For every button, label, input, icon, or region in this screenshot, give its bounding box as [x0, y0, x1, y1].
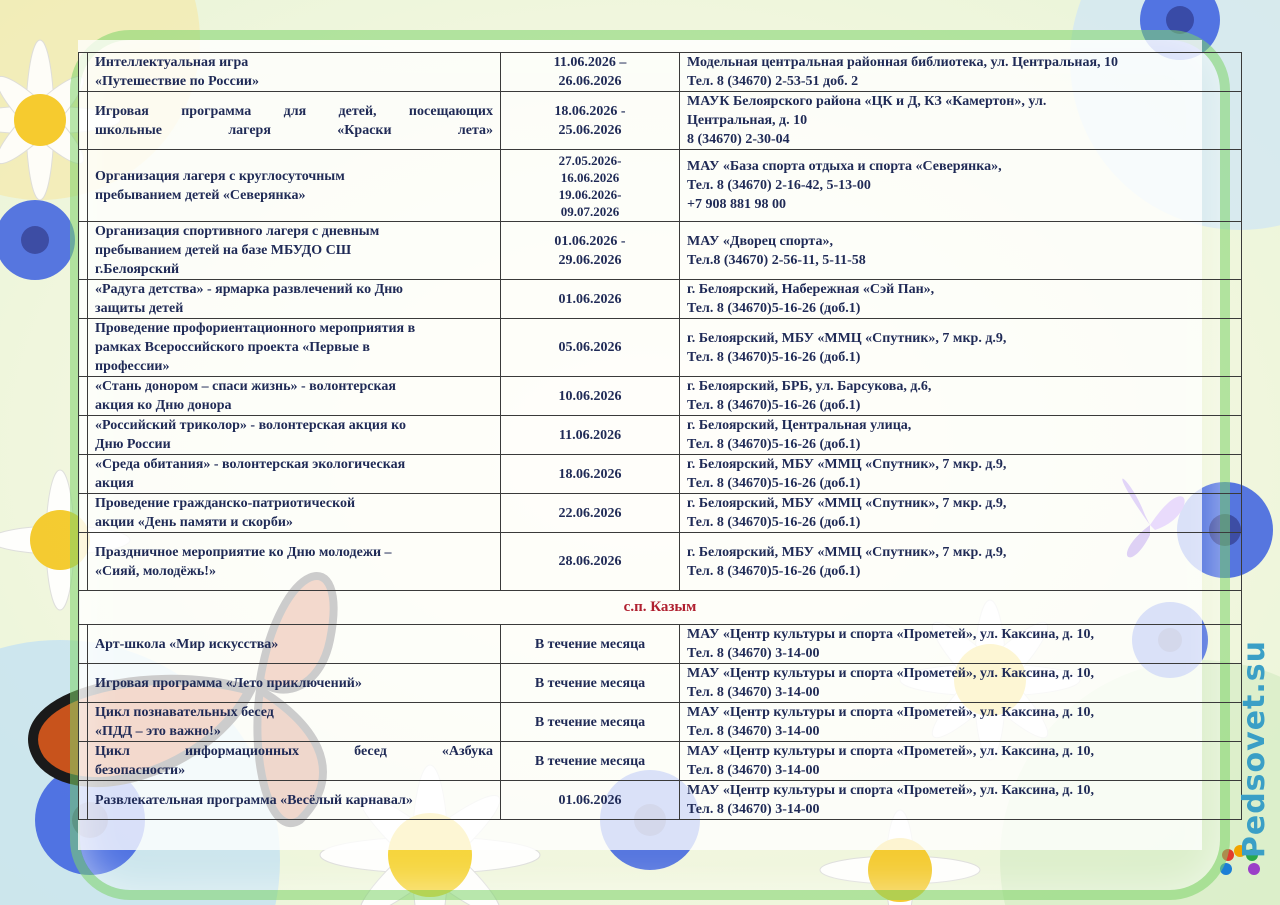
place-cell — [680, 494, 1242, 533]
place-cell — [680, 455, 1242, 494]
cell-line: Модельная центральная районная библиотека, ул. Центральная, 10 — [687, 55, 1119, 70]
cell-line: г. Белоярский, Набережная «Сэй Пан», — [687, 282, 935, 297]
table-row — [79, 377, 1242, 416]
event-cell — [88, 781, 501, 820]
cell-line: Центральная, д. 10 — [687, 113, 808, 128]
event-cell — [88, 150, 501, 222]
cell-line: 18.06.2026 - — [554, 103, 626, 119]
section-title: с.п. Казым — [79, 591, 1242, 625]
date-cell — [501, 742, 680, 781]
table-row — [79, 781, 1242, 820]
event-cell — [88, 533, 501, 591]
cell-line: 09.07.2026 — [560, 203, 620, 219]
date-cell — [501, 494, 680, 533]
cell-line: 27.05.2026- — [558, 152, 622, 168]
cell-line: рамках Всероссийского проекта «Первые в — [95, 340, 370, 355]
table-row — [79, 625, 1242, 664]
date-cell — [501, 703, 680, 742]
row-marker-cell — [79, 781, 88, 820]
cell-line: Проведение гражданско-патриотической — [95, 496, 356, 511]
section-row — [79, 591, 1242, 625]
cell-line: +7 908 881 98 00 — [687, 197, 786, 212]
cell-line: Цикл информационных бесед «Азбука — [95, 744, 493, 759]
table-row — [79, 703, 1242, 742]
table-row — [79, 222, 1242, 280]
row-marker-cell — [79, 533, 88, 591]
cell-line: Тел. 8 (34670) 3-14-00 — [687, 802, 820, 817]
table-row — [79, 319, 1242, 377]
cell-line: безопасности» — [95, 763, 186, 778]
cell-line: Дню России — [95, 437, 171, 452]
cell-line: Праздничное мероприятие ко Дню молодежи – — [95, 544, 392, 560]
cell-line: Тел. 8 (34670)5-16-26 (доб.1) — [687, 349, 861, 365]
date-cell — [501, 455, 680, 494]
date-cell — [501, 319, 680, 377]
cell-line: Интеллектуальная игра — [95, 55, 249, 70]
event-cell — [88, 494, 501, 533]
cell-line: «Среда обитания» - волонтерская экологическая — [95, 457, 406, 472]
cell-line: г. Белоярский, БРБ, ул. Барсукова, д.6, — [687, 379, 932, 394]
cell-line: МАУ «Центр культуры и спорта «Прометей», ул. Каксина, д. 10, — [687, 744, 1094, 759]
cell-line: МАУК Белоярского района «ЦК и Д, КЗ «Камертон», ул. — [687, 94, 1047, 109]
cell-line: школьные лагеря «Краски лета» — [95, 122, 493, 138]
event-cell — [88, 455, 501, 494]
cell-line: Тел. 8 (34670) 3-14-00 — [687, 646, 820, 661]
event-cell — [88, 377, 501, 416]
cell-line: В течение месяца — [534, 675, 646, 691]
event-cell — [88, 625, 501, 664]
row-marker-cell — [79, 280, 88, 319]
date-cell — [501, 377, 680, 416]
place-cell — [680, 53, 1242, 92]
cell-line: 19.06.2026- — [558, 186, 622, 202]
cell-line: Тел. 8 (34670)5-16-26 (доб.1) — [687, 437, 861, 452]
cell-line: МАУ «Центр культуры и спорта «Прометей», ул. Каксина, д. 10, — [687, 666, 1094, 681]
event-cell — [88, 53, 501, 92]
cell-line: акции «День памяти и скорби» — [95, 515, 293, 530]
cell-line: Тел. 8 (34670) 3-14-00 — [687, 685, 820, 700]
cell-line: Тел.8 (34670) 2-56-11, 5-11-58 — [687, 252, 866, 268]
place-cell — [680, 781, 1242, 820]
cell-line: 29.06.2026 — [558, 252, 622, 268]
table-row — [79, 53, 1242, 92]
cell-line: МАУ «Центр культуры и спорта «Прометей», ул. Каксина, д. 10, — [687, 783, 1094, 798]
place-cell — [680, 377, 1242, 416]
cell-line: 11.06.2026 – — [553, 55, 627, 70]
place-cell — [680, 416, 1242, 455]
date-cell — [501, 92, 680, 150]
row-marker-cell — [79, 319, 88, 377]
date-cell — [501, 533, 680, 591]
cell-line: МАУ «Дворец спорта», — [687, 233, 833, 249]
row-marker-cell — [79, 150, 88, 222]
table-row — [79, 494, 1242, 533]
cell-line: 18.06.2026 — [558, 466, 622, 482]
place-cell — [680, 742, 1242, 781]
cell-line: В течение месяца — [534, 636, 646, 652]
row-marker-cell — [79, 53, 88, 92]
date-cell — [501, 280, 680, 319]
table-row — [79, 742, 1242, 781]
cell-line: 01.06.2026 — [558, 792, 622, 808]
table-row — [79, 533, 1242, 591]
row-marker-cell — [79, 222, 88, 280]
cell-line: Развлекательная программа «Весёлый карнавал» — [95, 792, 413, 808]
row-marker-cell — [79, 703, 88, 742]
cell-line: МАУ «Центр культуры и спорта «Прометей», ул. Каксина, д. 10, — [687, 705, 1094, 720]
cell-line: 11.06.2026 — [558, 427, 622, 443]
cell-line: В течение месяца — [534, 714, 646, 730]
cell-line: Тел. 8 (34670)5-16-26 (доб.1) — [687, 398, 861, 413]
row-marker-cell — [79, 416, 88, 455]
date-cell — [501, 416, 680, 455]
cell-line: Организация спортивного лагеря с дневным — [95, 224, 380, 239]
event-cell — [88, 664, 501, 703]
cell-line: Тел. 8 (34670)5-16-26 (доб.1) — [687, 515, 861, 530]
cell-line: Арт-школа «Мир искусства» — [95, 636, 279, 652]
cell-line: Тел. 8 (34670)5-16-26 (доб.1) — [687, 563, 861, 579]
cell-line: г. Белоярский, МБУ «ММЦ «Спутник», 7 мкр. д.9, — [687, 496, 1007, 511]
date-cell — [501, 625, 680, 664]
cell-line: Организация лагеря с круглосуточным — [95, 168, 345, 184]
event-cell — [88, 92, 501, 150]
row-marker-cell — [79, 664, 88, 703]
cell-line: Тел. 8 (34670)5-16-26 (доб.1) — [687, 301, 861, 316]
watermark: Pedsovet.su — [1237, 640, 1272, 859]
cell-line: 16.06.2026 — [560, 169, 620, 185]
cell-line: 25.06.2026 — [558, 122, 622, 138]
event-cell — [88, 319, 501, 377]
cell-line: г. Белоярский, МБУ «ММЦ «Спутник», 7 мкр. д.9, — [687, 457, 1007, 472]
row-marker-cell — [79, 92, 88, 150]
cell-line: г. Белоярский, Центральная улица, — [687, 418, 912, 433]
event-cell — [88, 222, 501, 280]
cell-line: 10.06.2026 — [558, 388, 622, 404]
date-cell — [501, 150, 680, 222]
cell-line: защиты детей — [95, 301, 184, 316]
cell-line: г. Белоярский, МБУ «ММЦ «Спутник», 7 мкр. д.9, — [687, 544, 1007, 560]
cell-line: В течение месяца — [534, 753, 646, 769]
cell-line: 28.06.2026 — [558, 554, 622, 569]
place-cell — [680, 150, 1242, 222]
cell-line: г. Белоярский, МБУ «ММЦ «Спутник», 7 мкр. д.9, — [687, 330, 1007, 346]
row-marker-cell — [79, 377, 88, 416]
cell-line: Тел. 8 (34670) 3-14-00 — [687, 763, 820, 778]
place-cell — [680, 280, 1242, 319]
cell-line: г.Белоярский — [95, 262, 180, 277]
row-marker-cell — [79, 742, 88, 781]
table-row — [79, 664, 1242, 703]
event-cell — [88, 280, 501, 319]
table-row — [79, 455, 1242, 494]
table-row — [79, 416, 1242, 455]
place-cell — [680, 319, 1242, 377]
cell-line: 26.06.2026 — [558, 74, 622, 89]
table-row — [79, 92, 1242, 150]
place-cell — [680, 533, 1242, 591]
date-cell — [501, 53, 680, 92]
place-cell — [680, 625, 1242, 664]
cell-line: Тел. 8 (34670)5-16-26 (доб.1) — [687, 476, 861, 491]
place-cell — [680, 92, 1242, 150]
cell-line: пребыванием детей на базе МБУДО СШ — [95, 243, 352, 258]
cell-line: 01.06.2026 - — [554, 233, 626, 249]
cell-line: «Стань донором – спаси жизнь» - волонтерская — [95, 379, 396, 394]
cell-line: Цикл познавательных бесед — [95, 705, 274, 720]
cell-line: пребыванием детей «Северянка» — [95, 187, 306, 203]
cell-line: Тел. 8 (34670) 3-14-00 — [687, 724, 820, 739]
row-marker-cell — [79, 455, 88, 494]
cell-line: МАУ «Центр культуры и спорта «Прометей», ул. Каксина, д. 10, — [687, 627, 1094, 642]
date-cell — [501, 664, 680, 703]
row-marker-cell — [79, 625, 88, 664]
cell-line: «Радуга детства» - ярмарка развлечений ко Дню — [95, 282, 403, 297]
row-marker-cell — [79, 494, 88, 533]
cell-line: акция — [95, 476, 134, 491]
cell-line: Игровая программа «Лето приключений» — [95, 675, 362, 691]
place-cell — [680, 664, 1242, 703]
cell-line: «ПДД – это важно!» — [95, 724, 221, 739]
cell-line: «Путешествие по России» — [95, 74, 259, 89]
cell-line: Тел. 8 (34670) 2-16-42, 5-13-00 — [687, 178, 871, 193]
cell-line: Игровая программа для детей, посещающих — [95, 103, 493, 119]
events-table — [78, 52, 1242, 820]
date-cell — [501, 222, 680, 280]
cell-line: «Сияй, молодёжь!» — [95, 563, 216, 579]
cell-line: МАУ «База спорта отдыха и спорта «Северянка», — [687, 159, 1002, 174]
cell-line: профессии» — [95, 359, 170, 374]
cell-line: «Российский триколор» - волонтерская акция ко — [95, 418, 406, 433]
cell-line: Тел. 8 (34670) 2-53-51 доб. 2 — [687, 74, 859, 89]
cell-line: акция ко Дню донора — [95, 398, 232, 413]
date-cell — [501, 781, 680, 820]
event-cell — [88, 416, 501, 455]
cell-line: 05.06.2026 — [558, 340, 622, 355]
place-cell — [680, 703, 1242, 742]
cell-line: Проведение профориентационного мероприятия в — [95, 321, 416, 336]
event-cell — [88, 703, 501, 742]
cell-line: 8 (34670) 2-30-04 — [687, 132, 790, 147]
place-cell — [680, 222, 1242, 280]
cell-line: 01.06.2026 — [558, 291, 622, 307]
table-row — [79, 280, 1242, 319]
event-cell — [88, 742, 501, 781]
table-row — [79, 150, 1242, 222]
cell-line: 22.06.2026 — [558, 505, 622, 521]
